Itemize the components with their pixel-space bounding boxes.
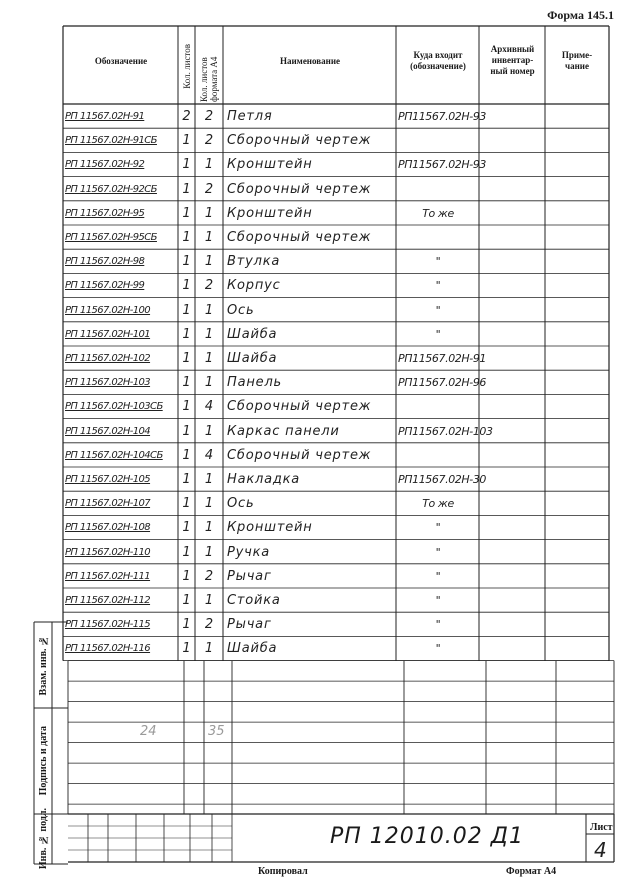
row-designation: РП 11567.02Н-103 xyxy=(65,377,151,389)
footer-format: Формат А4 xyxy=(506,866,557,877)
row-name: Ось xyxy=(227,496,255,512)
row-where-used: " xyxy=(435,545,441,559)
row-designation: РП 11567.02Н-101 xyxy=(65,328,151,340)
row-designation: РП 11567.02Н-116 xyxy=(65,643,151,655)
row-where-used: То же xyxy=(422,206,454,220)
table-row xyxy=(0,298,628,322)
table-row xyxy=(0,564,628,588)
row-sheets: 1 xyxy=(182,447,191,463)
header-archive-no: Архивный инвентар- ный номер xyxy=(490,44,535,76)
row-sheets: 1 xyxy=(182,544,191,560)
row-name: Рычаг xyxy=(227,568,272,584)
row-where-used xyxy=(398,229,478,248)
row-sheets: 1 xyxy=(182,496,191,512)
row-sheets-a4: 2 xyxy=(204,109,214,124)
row-sheets: 1 xyxy=(182,302,191,318)
row-where-used: " xyxy=(435,327,441,341)
row-sheets-a4: 2 xyxy=(204,181,214,197)
row-sheets: 1 xyxy=(182,568,191,584)
row-sheets-a4: 2 xyxy=(204,568,214,584)
row-designation: РП 11567.02Н-105 xyxy=(65,474,151,485)
row-where-used xyxy=(398,447,478,466)
row-name: Накладка xyxy=(227,472,301,487)
table-row xyxy=(0,273,628,297)
row-designation: РП 11567.02Н-110 xyxy=(65,546,151,558)
row-designation: РП 11567.02Н-115 xyxy=(65,619,151,631)
table-row xyxy=(0,419,628,443)
row-where-used: То же xyxy=(422,497,454,511)
side-signature-date: Подпись и дата xyxy=(37,726,49,796)
row-where-used: " xyxy=(435,594,441,607)
row-where-used: РП11567.02Н-103 xyxy=(398,424,493,438)
row-sheets: 1 xyxy=(182,351,191,366)
table-row xyxy=(0,370,628,394)
row-sheets: 1 xyxy=(182,375,191,391)
row-name: Сборочный чертеж xyxy=(227,181,372,197)
row-sheets: 1 xyxy=(182,593,191,608)
row-name: Шайба xyxy=(227,641,278,657)
table-row xyxy=(0,128,628,152)
row-sheets-a4: 1 xyxy=(204,375,214,391)
row-name: Кронштейн xyxy=(227,520,313,536)
row-sheets-a4: 1 xyxy=(204,302,214,318)
row-designation: РП 11567.02Н-112 xyxy=(65,595,151,606)
table-row xyxy=(0,491,628,515)
row-designation: РП 11567.02Н-100 xyxy=(65,304,151,316)
table-row xyxy=(0,636,628,660)
form-label: Форма 145.1 xyxy=(547,8,614,22)
row-where-used: РП11567.02Н-96 xyxy=(398,376,487,390)
row-sheets-a4: 2 xyxy=(204,133,214,149)
row-where-used: " xyxy=(435,255,441,269)
table-row xyxy=(0,201,628,225)
table-row xyxy=(0,346,628,370)
row-sheets: 1 xyxy=(182,230,191,245)
row-name: Корпус xyxy=(227,278,281,294)
row-where-used: " xyxy=(435,521,441,535)
row-name: Шайба xyxy=(227,326,278,342)
row-where-used: " xyxy=(435,303,441,317)
row-where-used: " xyxy=(435,569,441,583)
row-name: Кронштейн xyxy=(227,205,313,221)
footer-copied: Копировал xyxy=(258,866,308,877)
table-row xyxy=(0,249,628,273)
row-sheets-a4: 1 xyxy=(204,544,214,560)
row-where-used: РП11567.02Н-30 xyxy=(398,473,487,486)
row-designation: РП 11567.02Н-92 xyxy=(65,159,145,171)
row-sheets: 1 xyxy=(182,133,191,149)
table-row xyxy=(0,225,628,249)
header-designation: Обозначение xyxy=(94,56,148,66)
row-sheets-a4: 1 xyxy=(204,593,214,608)
row-sheets-a4: 2 xyxy=(204,278,214,294)
row-designation: РП 11567.02Н-103СБ xyxy=(65,401,163,413)
row-name: Втулка xyxy=(227,254,281,270)
row-sheets-a4: 1 xyxy=(204,326,214,342)
row-designation: РП 11567.02Н-111 xyxy=(65,570,151,582)
document-number: РП 12010.02 Д1 xyxy=(330,824,524,849)
row-sheets-a4: 1 xyxy=(204,157,214,173)
total-a4: 35 xyxy=(208,724,225,739)
table-row xyxy=(0,394,628,418)
row-designation: РП 11567.02Н-98 xyxy=(65,256,145,268)
row-sheets-a4: 2 xyxy=(204,617,214,633)
row-where-used xyxy=(398,132,478,151)
row-designation: РП 11567.02Н-104СБ xyxy=(65,449,163,461)
table-row xyxy=(0,177,628,201)
row-name: Ручка xyxy=(227,544,271,560)
row-where-used: РП11567.02Н-91 xyxy=(398,352,487,365)
header-sheets-cell xyxy=(179,28,195,104)
row-sheets-a4: 1 xyxy=(204,230,214,245)
sheet-label: Лист xyxy=(590,822,613,833)
row-designation: РП 11567.02Н-104 xyxy=(65,425,151,437)
row-designation: РП 11567.02Н-99 xyxy=(65,280,145,292)
row-sheets-a4: 4 xyxy=(204,399,214,415)
row-name: Сборочный чертеж xyxy=(227,133,372,149)
row-where-used: " xyxy=(435,618,441,632)
table-row xyxy=(0,152,628,176)
side-stamp-sign-cell xyxy=(34,708,52,814)
row-sheets-a4: 1 xyxy=(204,351,214,366)
row-sheets: 1 xyxy=(182,157,191,173)
side-stamp-inv-cell xyxy=(34,808,52,870)
row-where-used: " xyxy=(435,279,441,293)
row-name: Сборочный чертеж xyxy=(227,230,372,245)
row-name: Рычаг xyxy=(227,617,272,633)
row-designation: РП 11567.02Н-95 xyxy=(65,207,145,219)
row-name: Шайба xyxy=(227,351,278,366)
table-row xyxy=(0,104,628,128)
row-name: Стойка xyxy=(227,593,281,608)
row-name: Каркас панели xyxy=(227,423,340,439)
side-inv-no: Инв. № подл. xyxy=(37,808,49,870)
table-row xyxy=(0,612,628,636)
row-sheets: 1 xyxy=(182,520,191,536)
row-sheets-a4: 1 xyxy=(204,423,214,439)
row-designation: РП 11567.02Н-108 xyxy=(65,522,151,534)
row-sheets-a4: 4 xyxy=(204,447,214,463)
row-name: Панель xyxy=(227,375,283,391)
row-name: Петля xyxy=(227,109,273,124)
row-sheets: 1 xyxy=(182,641,191,657)
row-sheets-a4: 1 xyxy=(204,472,214,487)
row-designation: РП 11567.02Н-91СБ xyxy=(65,135,157,147)
row-sheets: 1 xyxy=(182,472,191,487)
row-designation: РП 11567.02Н-102 xyxy=(65,353,151,364)
sheet-number: 4 xyxy=(594,838,607,862)
row-sheets-a4: 1 xyxy=(204,254,214,270)
table-row xyxy=(0,540,628,564)
table-row xyxy=(0,443,628,467)
row-sheets: 1 xyxy=(182,181,191,197)
header-note: Приме- чание xyxy=(561,50,593,71)
row-designation: РП 11567.02Н-107 xyxy=(65,498,151,510)
row-sheets: 1 xyxy=(182,423,191,439)
header-sheets: Кол. листов xyxy=(182,43,192,89)
row-sheets: 1 xyxy=(182,617,191,633)
row-sheets: 1 xyxy=(182,326,191,342)
row-where-used xyxy=(398,181,478,200)
row-sheets: 2 xyxy=(182,109,191,124)
row-designation: РП 11567.02Н-92СБ xyxy=(65,183,157,195)
header-a4-cell xyxy=(196,28,222,104)
row-name: Кронштейн xyxy=(227,157,313,173)
row-sheets: 1 xyxy=(182,205,191,221)
table-row xyxy=(0,588,628,612)
row-sheets-a4: 1 xyxy=(204,641,214,657)
row-name: Сборочный чертеж xyxy=(227,447,372,463)
row-sheets-a4: 1 xyxy=(204,520,214,536)
row-where-used: РП11567.02Н-93 xyxy=(398,158,487,172)
row-designation: РП 11567.02Н-95СБ xyxy=(65,232,157,243)
row-sheets: 1 xyxy=(182,399,191,415)
row-where-used xyxy=(398,398,478,417)
side-stamp-swap-cell xyxy=(34,622,52,708)
header-name: Наименование xyxy=(280,56,340,66)
row-sheets: 1 xyxy=(182,278,191,294)
row-name: Ось xyxy=(227,302,255,318)
row-where-used: РП11567.02Н-93 xyxy=(398,110,487,123)
row-designation: РП 11567.02Н-91 xyxy=(65,111,145,122)
row-where-used: " xyxy=(435,642,441,656)
table-row xyxy=(0,467,628,491)
row-sheets: 1 xyxy=(182,254,191,270)
row-name: Сборочный чертеж xyxy=(227,399,372,415)
side-swap-inv: Взам. инв. № xyxy=(37,634,49,696)
row-sheets-a4: 1 xyxy=(204,205,214,221)
header-where-used: Куда входит (обозначение) xyxy=(410,50,466,71)
table-row xyxy=(0,322,628,346)
header-sheets-a4: Кол. листов формата А4 xyxy=(199,56,219,102)
table-row xyxy=(0,515,628,539)
row-sheets-a4: 1 xyxy=(204,496,214,512)
total-sheets: 24 xyxy=(140,724,157,739)
